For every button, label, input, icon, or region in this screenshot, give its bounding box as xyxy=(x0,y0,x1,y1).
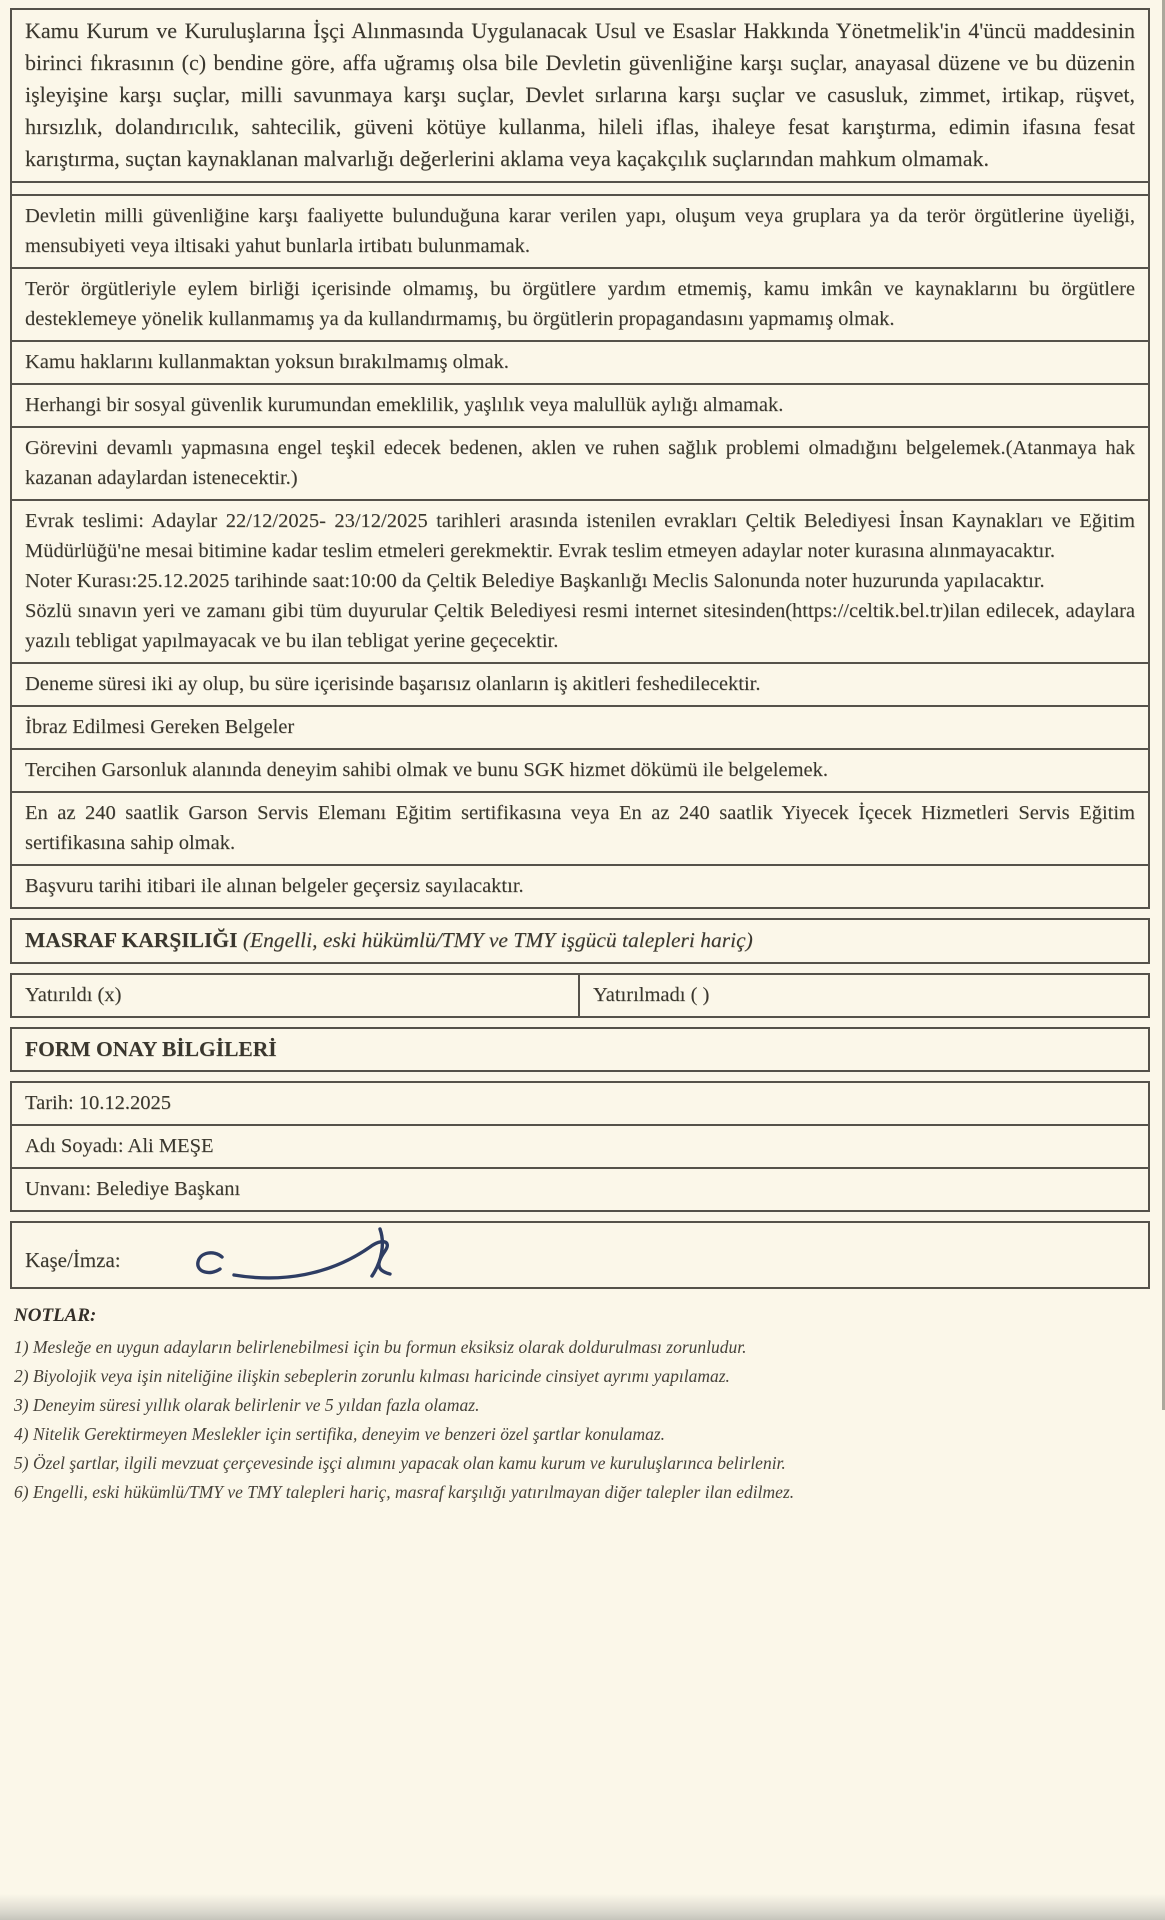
form-onay-header-row xyxy=(10,1027,1150,1072)
evrak-paragraph: Evrak teslimi: Adaylar 22/12/2025- 23/12/2025 tarihleri arasında istenilen evrakları Çeltik Belediyesi İnsan Kaynakları ve Eğitim Müdürlüğü'ne mesai bitimine kadar teslim etmeleri gerekmektir. Evrak teslim etmeyen adaylar noter kurasına alınmayacaktır. xyxy=(25,510,1135,562)
kase-imza-label: Kaşe/İmza: xyxy=(25,1248,121,1272)
table-row xyxy=(10,864,1150,909)
unpaid-cell xyxy=(580,975,1148,1016)
unpaid-label: Yatırılmadı ( ) xyxy=(593,984,710,1006)
table-row xyxy=(10,267,1150,342)
table-row xyxy=(10,791,1150,866)
unvan-value: Unvanı: Belediye Başkanı xyxy=(25,1178,241,1200)
table-row xyxy=(10,748,1150,793)
sozlu-sinav-paragraph: Sözlü sınavın yeri ve zamanı gibi tüm duyurular Çeltik Belediyesi resmi internet sitesinden(https://celtik.bel.tr)ilan edilecek, adaylara yazılı tebligat yapılmayacak ve bu ilan tebligat yerine geçecektir. xyxy=(25,600,1135,652)
row-text: Deneme süresi iki ay olup, bu süre içerisinde başarısız olanların iş akitleri feshedilecektir. xyxy=(25,673,761,695)
kase-imza-row xyxy=(10,1221,1150,1289)
note-item: 1) Mesleğe en uygun adayların belirlenebilmesi için bu formun eksiksiz olarak doldurulması zorunludur. xyxy=(14,1337,747,1357)
row-text xyxy=(25,925,1135,956)
table-row xyxy=(10,340,1150,385)
notes-section xyxy=(14,1301,1145,1507)
ad-soyad-row xyxy=(10,1124,1150,1169)
notes-title: NOTLAR: xyxy=(14,1305,97,1326)
note-item: 2) Biyolojik veya işin niteliğine ilişkin sebeplerin zorunlu kılması haricinde cinsiyet ayrımı yapılamaz. xyxy=(14,1366,730,1386)
evrak-teslimi-row xyxy=(10,499,1150,664)
row-text: En az 240 saatlik Garson Servis Elemanı Eğitim sertifikasına veya En az 240 saatlik Yiyecek İçecek Hizmetleri Servis Eğitim sertifikasına sahip olmak. xyxy=(25,802,1135,854)
row-text: Başvuru tarihi itibari ile alınan belgeler geçersiz sayılacaktır. xyxy=(25,875,524,897)
masraf-note: (Engelli, eski hükümlü/TMY ve TMY işgücü talepleri hariç) xyxy=(237,928,753,952)
row-text: Terör örgütleriyle eylem birliği içerisinde olmamış, bu örgütlere yardım etmemiş, kamu imkân ve kaynaklarını bu örgütlere desteklemeye yönelik kullanmamış ya da kullandırmamış, bu örgütlerin propagandasını yapmamış olmak. xyxy=(25,278,1135,330)
note-item: 4) Nitelik Gerektirmeyen Meslekler için sertifika, deneyim ve benzeri özel şartlar konulamaz. xyxy=(14,1424,666,1444)
tarih-value: Tarih: 10.12.2025 xyxy=(25,1092,172,1114)
unvan-row xyxy=(10,1167,1150,1212)
row-text: Devletin milli güvenliğine karşı faaliyette bulunduğuna karar verilen yapı, oluşum veya gruplara ya da terör örgütlerine üyeliği, mensubiyeti veya iltisaki yahut bunlarla irtibatı bulunmamak. xyxy=(25,205,1135,257)
tarih-row xyxy=(10,1081,1150,1126)
row-text: İbraz Edilmesi Gereken Belgeler xyxy=(25,716,295,738)
masraf-header-row xyxy=(10,918,1150,964)
table-row xyxy=(10,194,1150,269)
payment-row xyxy=(10,973,1150,1018)
ibraz-belgeler-header-row xyxy=(10,705,1150,750)
table-row xyxy=(10,383,1150,428)
row-text: Tercihen Garsonluk alanında deneyim sahibi olmak ve bunu SGK hizmet dökümü ile belgelemek. xyxy=(25,759,828,781)
row-text: Kamu haklarını kullanmaktan yoksun bırakılmamış olmak. xyxy=(25,351,509,373)
form-table xyxy=(10,8,1150,1289)
table-row xyxy=(10,8,1150,183)
note-item: 3) Deneyim süresi yıllık olarak belirlenir ve 5 yıldan fazla olamaz. xyxy=(14,1395,480,1415)
paid-label: Yatırıldı (x) xyxy=(25,984,122,1006)
masraf-title: MASRAF KARŞILIĞI xyxy=(25,928,238,952)
row-text: Herhangi bir sosyal güvenlik kurumundan emeklilik, yaşlılık veya malullük aylığı almamak. xyxy=(25,394,784,416)
paid-cell xyxy=(12,975,580,1016)
table-row xyxy=(10,662,1150,707)
table-row xyxy=(10,426,1150,501)
row-text: Görevini devamlı yapmasına engel teşkil edecek bedenen, aklen ve ruhen sağlık problemi olmadığını belgelemek.(Atanmaya hak kazanan adaylardan istenecektir.) xyxy=(25,437,1135,489)
scan-edge-bottom xyxy=(0,1894,1165,1920)
row-text: Kamu Kurum ve Kuruluşlarına İşçi Alınmasında Uygulanacak Usul ve Esaslar Hakkında Yönetmelik'in 4'üncü maddesinin birinci fıkrasının (c) bendine göre, affa uğramış olsa bile Devletin güvenliğine karşı suçlar, anayasal düzene ve bu düzenin işleyişine karşı suçlar, milli savunmaya karşı suçlar, Devlet sırlarına karşı suçlar ve casusluk, zimmet, irtikap, rüşvet, hırsızlık, dolandırıcılık, sahtecilik, güveni kötüye kullanma, hileli iflas, ihaleye fesat karıştırma, edimin ifasına fesat karıştırma, suçtan kaynaklanan malvarlığı değerlerini aklama veya kaçakçılık suçlarından mahkum olmamak. xyxy=(25,18,1135,171)
form-onay-title: FORM ONAY BİLGİLERİ xyxy=(25,1037,277,1061)
noter-kurasi-paragraph: Noter Kurası:25.12.2025 tarihinde saat:10:00 da Çeltik Belediye Başkanlığı Meclis Salonunda noter huzurunda yapılacaktır. xyxy=(25,570,1045,592)
note-item: 5) Özel şartlar, ilgili mevzuat çerçevesinde işçi alımını yapacak olan kamu kurum ve kuruluşlarınca belirlenir. xyxy=(14,1453,786,1473)
note-item: 6) Engelli, eski hükümlü/TMY ve TMY talepleri hariç, masraf karşılığı yatırılmayan diğer talepler ilan edilmez. xyxy=(14,1482,795,1502)
ad-soyad-value: Adı Soyadı: Ali MEŞE xyxy=(25,1135,214,1157)
signature-image xyxy=(152,1213,432,1304)
